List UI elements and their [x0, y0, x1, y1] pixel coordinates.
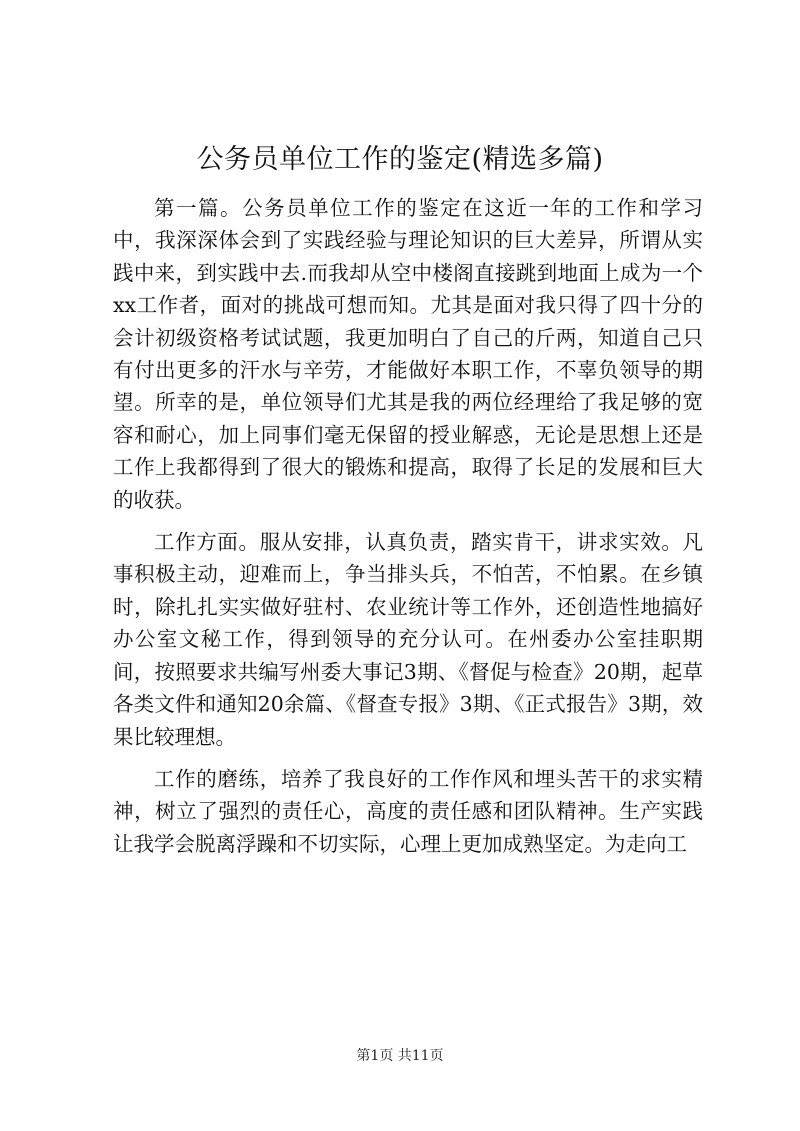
document-body [113, 192, 703, 870]
page-footer: 第1页 共11页 [356, 1048, 444, 1064]
paragraph: 第一篇。公务员单位工作的鉴定在这近一年的工作和学习中，我深深体会到了实践经验与理论知识的巨大差异，所谓从实践中来，到实践中去.而我却从空中楼阁直接跳到地面上成为一个xx工作者，面对的挑战可想而知。尤其是面对我只得了四十分的会计初级资格考试试题，我更加明白了自己的斤两，知道自己只有付出更多的汗水与辛劳，才能做好本职工作，不辜负领导的期望。所幸的是，单位领导们尤其是我的两位经理给了我足够的宽容和耐心，加上同事们毫无保留的授业解惑，无论是思想上还是工作上我都得到了很大的锻炼和提高，取得了长足的发展和巨大的收获。 [113, 196, 703, 512]
paragraph: 工作的磨练，培养了我良好的工作作风和埋头苦干的求实精神，树立了强烈的责任心，高度的责任感和团队精神。生产实践让我学会脱离浮躁和不切实际，心理上更加成熟坚定。为走向工 [113, 766, 703, 856]
paragraph: 工作方面。服从安排，认真负责，踏实肯干，讲求实效。凡事积极主动，迎难而上，争当排头兵，不怕苦，不怕累。在乡镇时，除扎扎实实做好驻村、农业统计等工作外，还创造性地搞好办公室文秘工作，得到领导的充分认可。在州委办公室挂职期间，按照要求共编写州委大事记3期、《督促与检查》20期，起草各类文件和通知20余篇、《督查专报》3期、《正式报告》3期，效果比较理想。 [113, 530, 703, 749]
document-title: 公务员单位工作的鉴定(精选多篇) [196, 144, 604, 175]
